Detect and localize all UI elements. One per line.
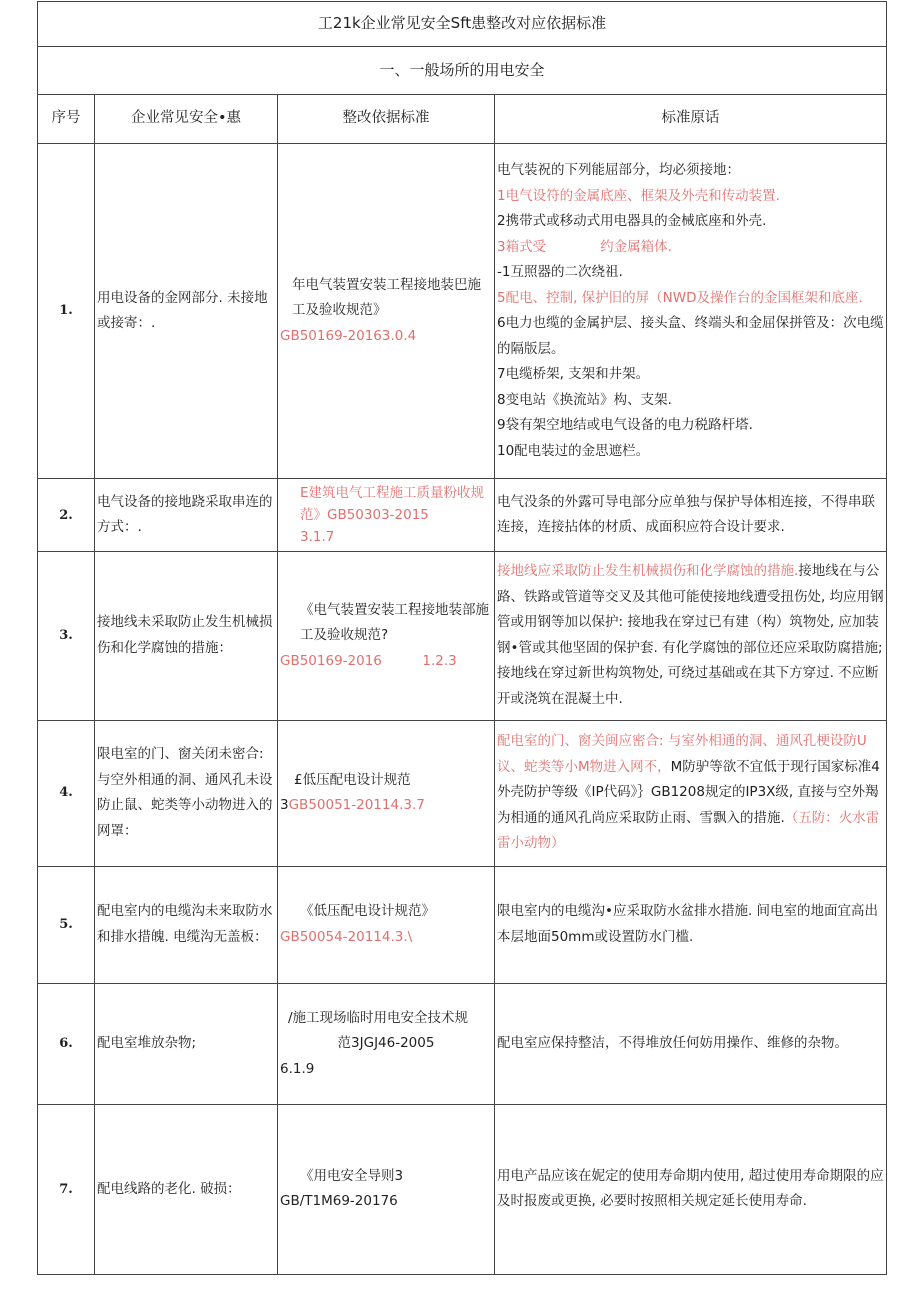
original-cell xyxy=(495,144,887,479)
original-cell: 限电室内的电缆沟•应采取防水盆排水措施. 间电室的地面宜高出本层地面50mm或设置防水门槛. xyxy=(495,866,887,983)
table-row xyxy=(38,144,887,479)
hazard-cell: 接地线未采取防止发生机械损伤和化学腐蚀的措施： xyxy=(95,552,278,720)
original-text: M防驴等欲不宜低于现行国家标准4外壳防护等级《IP代码》｝GB1208规定的IP3X级, 直接与空外羯为相通的通风孔尚应采取防止雨、雪飘入的措施. xyxy=(497,758,880,826)
basis-code: GB50051-20114.3.7 xyxy=(288,797,425,814)
basis-code: GB50054-20114.3.\ xyxy=(280,928,413,945)
hazard-cell: 用电设备的金网部分. 未接地或接寄：. xyxy=(95,144,278,479)
basis-cell xyxy=(278,1104,495,1274)
table-row xyxy=(38,552,887,720)
original-line: 3箱式受 约金属箱体. xyxy=(497,238,672,255)
original-highlight: 配电室的门、窗关闽应密合: 与室外相通的洞、通风孔梗设防U议、蛇类等小M物进入网不， xyxy=(497,733,867,775)
hazard-cell: 电气设备的接地跷采取串连的方式：. xyxy=(95,479,278,552)
hazard-standards-table xyxy=(37,1,887,1275)
original-note: （五防：火水雷雷小动物） xyxy=(497,809,880,852)
basis-line: 年电气装置安装工程接地装巴施工及验收规范》 xyxy=(292,276,481,319)
row-number: 1. xyxy=(38,144,95,479)
table-row xyxy=(38,983,887,1104)
original-cell: 配电室应保持整洁，不得堆放任何妨用操作、维修的杂物。 xyxy=(495,983,887,1104)
basis-cell xyxy=(278,866,495,983)
hazard-cell: 配电线路的老化. 破损： xyxy=(95,1104,278,1274)
original-line: 8变电站《换流站》构、支架. xyxy=(497,391,672,408)
basis-code: GB50169-20163.0.4 xyxy=(280,327,417,344)
header-no: 序号 xyxy=(38,95,95,144)
basis-line: 《用电安全导则3 xyxy=(300,1167,404,1184)
row-number: 6. xyxy=(38,983,95,1104)
table-row xyxy=(38,479,887,552)
header-row xyxy=(38,95,887,144)
row-number: 4. xyxy=(38,720,95,866)
basis-code: 6.1.9 xyxy=(280,1060,315,1077)
basis-line: 范3JGJ46-2005 xyxy=(337,1035,435,1051)
original-line: 2携带式或移动式用电器具的金械底座和外壳. xyxy=(497,213,767,230)
basis-prefix: 3 xyxy=(280,797,289,814)
original-cell xyxy=(495,720,887,866)
basis-code: GB50169-2016 1.2.3 xyxy=(280,652,457,669)
table-row xyxy=(38,866,887,983)
row-number: 5. xyxy=(38,866,95,983)
original-line: -1互照器的二次绕祖. xyxy=(497,264,623,281)
hazard-cell: 配电室内的电缆沟未来取防水和排水措魄. 电缆沟无盖板： xyxy=(95,866,278,983)
basis-line: /施工现场临时用电安全技术规 xyxy=(288,1009,469,1026)
basis-line: 《低压配电设计规范》 xyxy=(300,903,435,920)
original-line: 10配电装过的金思遮栏。 xyxy=(497,442,650,459)
original-line: 7电缆桥架, 支架和井架。 xyxy=(497,366,650,383)
original-cell: 电气没条的外露可导电部分应单独与保护导体相连接，不得串联连接，连接拈体的材质、成面积应符合设计要求. xyxy=(495,479,887,552)
header-basis: 整改依据标准 xyxy=(278,95,495,144)
original-highlight: 接地线应采取防止发生机械损伤和化学腐蚀的措施. xyxy=(497,563,799,580)
original-line: 电气装祝的下列能屈部分，均必须接地： xyxy=(497,162,740,179)
original-line: 9袋有架空地结或电气设备的电力税路杆塔. xyxy=(497,417,753,434)
row-number: 2. xyxy=(38,479,95,552)
document-title: 工21k企业常见安全Sft患整改对应依据标准 xyxy=(38,2,887,47)
basis-code: 3.1.7 xyxy=(300,529,335,546)
header-original: 标准原话 xyxy=(495,95,887,144)
basis-line: E建筑电气工程施工质量粉收规范》GB50303-2015 xyxy=(300,485,485,524)
basis-line: £低压配电设计规范 xyxy=(294,771,411,788)
table-row xyxy=(38,720,887,866)
original-cell: 用电产品应该在妮定的使用寿命期内使用, 超过使用寿命期限的应及时报废或更换, 必要时按照相关规定延长使用寿命. xyxy=(495,1104,887,1274)
row-number: 7. xyxy=(38,1104,95,1274)
original-line: 5配电、控制, 保护旧的屏（NWD及操作台的金国框架和底座. xyxy=(497,289,863,306)
basis-cell xyxy=(278,720,495,866)
original-line: 6电力也缆的金属护层、接头盒、终端头和金屈保拼管及：次电缆的隔版层。 xyxy=(497,315,884,357)
basis-cell xyxy=(278,144,495,479)
basis-cell xyxy=(278,479,495,552)
basis-line: 《电气装置安装工程接地装部施工及验收规范? xyxy=(300,601,489,644)
original-text: 接地线在与公路、铁路或管道等交叉及其他可能使接地线遭受扭伤处, 均应用钢管或用钢等加以保护: 接地我在穿过已有建（构）筑物处, 应加装钢•管或其他坚固的保护套. 有化学腐蚀的部位还应采取防腐措施; 接地线在穿过新世构筑物处, 可绕过基础或在其下方穿过. 不应断开或浇筑在混凝土中. xyxy=(497,563,884,707)
row-number: 3. xyxy=(38,552,95,720)
table-row xyxy=(38,1104,887,1274)
hazard-cell: 配电室堆放杂物; xyxy=(95,983,278,1104)
header-hazard: 企业常见安全•惠 xyxy=(95,95,278,144)
original-cell xyxy=(495,552,887,720)
basis-cell xyxy=(278,983,495,1104)
section-heading: 一、一般场所的用电安全 xyxy=(38,47,887,95)
basis-code: GB/T1M69-20176 xyxy=(280,1193,398,1210)
basis-cell xyxy=(278,552,495,720)
original-line: 1电气设符的金属底座、框架及外壳和传动装置. xyxy=(497,187,780,204)
hazard-cell: 限电室的门、窗关闭未密合: 与空外相通的洞、通风孔未设防止鼠、蛇类等小动物进入的网罩： xyxy=(95,720,278,866)
